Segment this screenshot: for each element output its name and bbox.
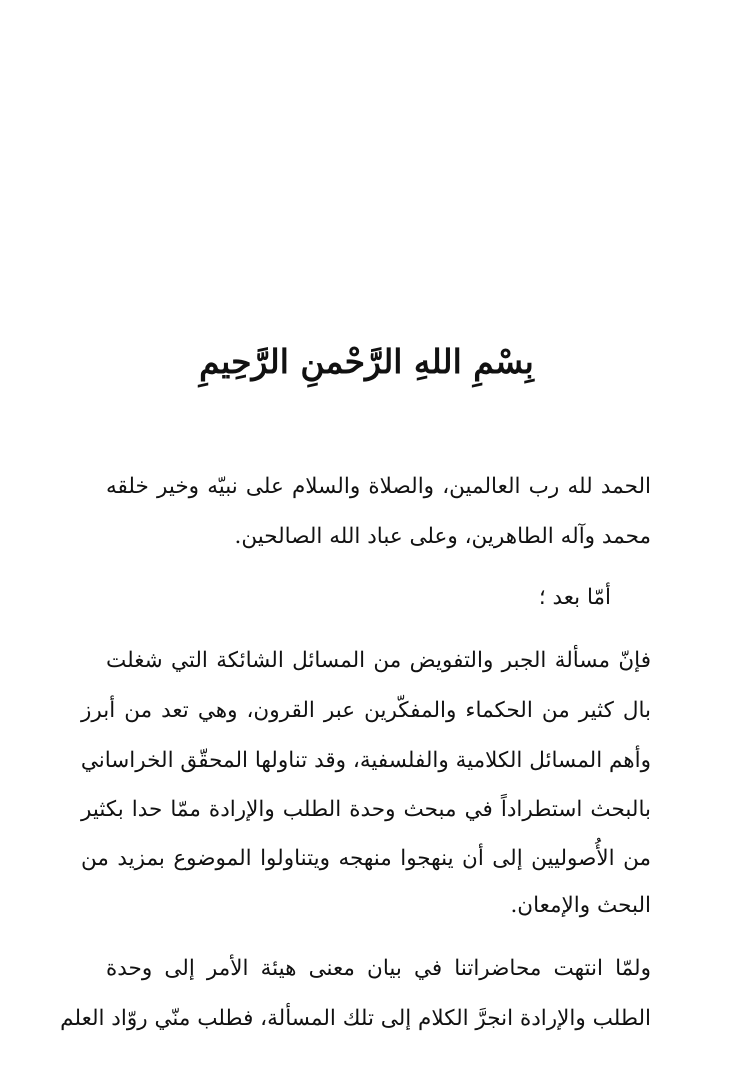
paragraph-3-line-5: من الأُصوليين إلى أن ينهجوا منهجه ويتناولوا الموضوع بمزيد من	[81, 846, 651, 871]
paragraph-4-line-2: الطلب والإرادة انجرَّ الكلام إلى تلك المسألة، فطلب منّي روّاد العلم	[60, 1006, 651, 1031]
paragraph-3-line-3: وأهم المسائل الكلامية والفلسفية، وقد تناولها المحقّق الخراساني	[80, 748, 651, 773]
basmala-heading: بِسْمِ اللهِ الرَّحْمنِ الرَّحِيمِ	[199, 342, 534, 381]
paragraph-1-line-1: الحمد لله رب العالمين، والصلاة والسلام على نبيّه وخير خلقه	[106, 474, 651, 499]
paragraph-3-line-6: البحث والإمعان.	[510, 893, 651, 918]
paragraph-2-line-1: أمّا بعد ؛	[538, 585, 611, 610]
paragraph-3-line-4: بالبحث استطراداً في مبحث وحدة الطلب والإرادة ممّا حدا بكثير	[81, 797, 651, 822]
paragraph-3-line-2: بال كثير من الحكماء والمفكّرين عبر القرون، وهي تعد من أبرز	[81, 698, 651, 723]
paragraph-4-line-1: ولمّا انتهت محاضراتنا في بيان معنى هيئة الأمر إلى وحدة	[106, 956, 651, 981]
paragraph-3-line-1: فإنّ مسألة الجبر والتفويض من المسائل الشائكة التي شغلت	[106, 648, 651, 673]
paragraph-1-line-2: محمد وآله الطاهرين، وعلى عباد الله الصالحين.	[234, 524, 651, 549]
